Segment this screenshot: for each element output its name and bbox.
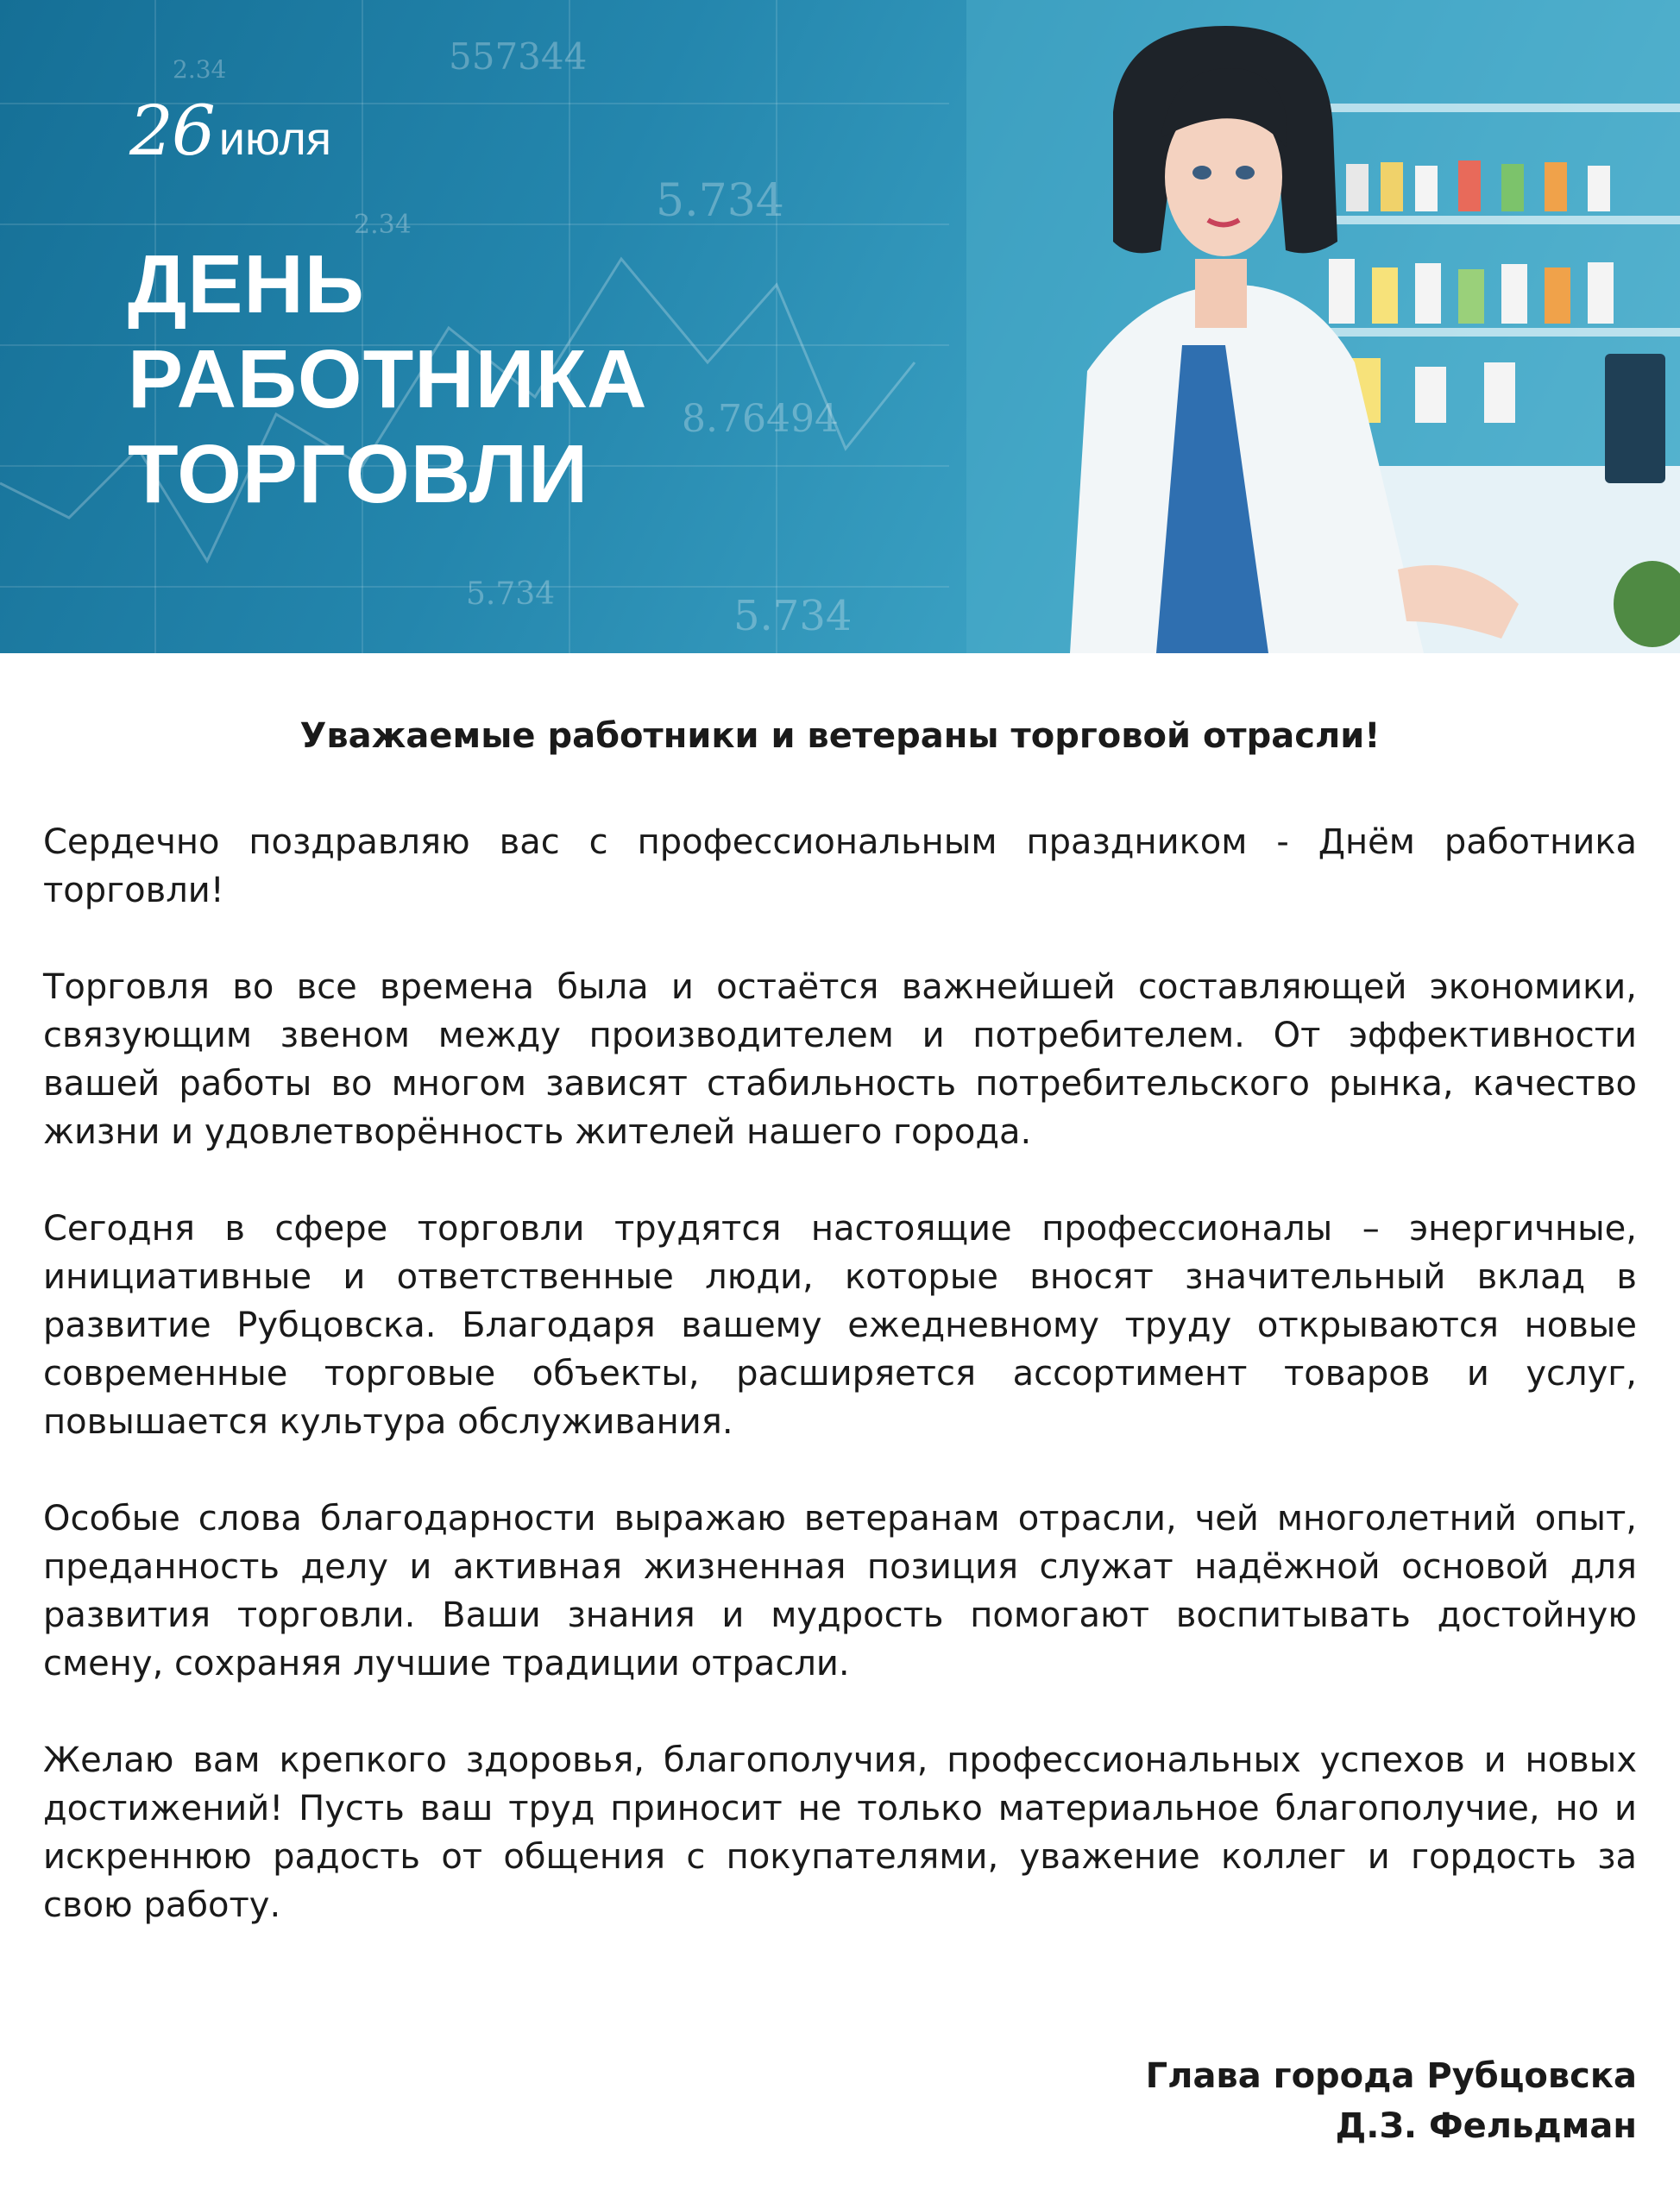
paragraph: Сегодня в сфере торговли трудятся настоящие профессионалы – энергичные, инициативные и ответственные люди, которые вносят значительный вклад в развитие Рубцовска. Благодаря вашему ежедневному труду открываются новые современные торговые объекты, расширяется ассортимент товаров и услуг, повышается культура обслуживания.	[43, 1209, 1637, 1442]
title-line: ТОРГОВЛИ	[128, 428, 589, 520]
svg-text:5.734: 5.734	[656, 175, 784, 227]
greeting-heading: Уважаемые работники и ветераны торговой отрасли!	[299, 716, 1381, 756]
signature-name: Д.З. Фельдман	[1335, 2106, 1637, 2146]
page-title	[128, 237, 647, 522]
title-line: РАБОТНИКА	[128, 333, 648, 425]
title-line: ДЕНЬ	[128, 238, 365, 330]
paragraph: Желаю вам крепкого здоровья, благополучия, профессиональных успехов и новых достижений! Пусть ваш труд приносит не только материальное благополучие, но и искреннюю радость от общения с покупателями, уважение коллег и гордость за свою работу.	[43, 1740, 1637, 1925]
paragraph: Сердечно поздравляю вас с профессиональным праздником - Днём работника торговли!	[43, 822, 1637, 910]
event-date	[129, 91, 331, 171]
date-day: 26	[129, 91, 214, 171]
signature-block	[1146, 2051, 1637, 2151]
signature-position: Глава города Рубцовска	[1145, 2056, 1637, 2096]
svg-text:2.34: 2.34	[173, 55, 227, 84]
paragraph: Особые слова благодарности выражаю ветеранам отрасли, чей многолетний опыт, преданность делу и активная жизненная позиция служат надёжной основой для развития торговли. Ваши знания и мудрость помогают воспитывать достойную смену, сохраняя лучшие традиции отрасли.	[43, 1499, 1637, 1683]
svg-text:2.34: 2.34	[354, 210, 412, 240]
header-banner	[0, 0, 1680, 653]
paragraph: Торговля во все времена была и остаётся важнейшей составляющей экономики, связующим звеном между производителем и потребителем. От эффективности вашей работы во многом зависят стабильность потребительского рынка, качество жизни и удовлетворённость жителей нашего города.	[43, 967, 1637, 1152]
date-month: июля	[218, 113, 332, 165]
svg-text:5.734: 5.734	[733, 592, 853, 640]
letter-body	[43, 716, 1637, 1978]
svg-text:8.76494: 8.76494	[682, 397, 839, 441]
svg-text:5.734: 5.734	[466, 576, 556, 612]
svg-text:557344: 557344	[449, 35, 588, 78]
